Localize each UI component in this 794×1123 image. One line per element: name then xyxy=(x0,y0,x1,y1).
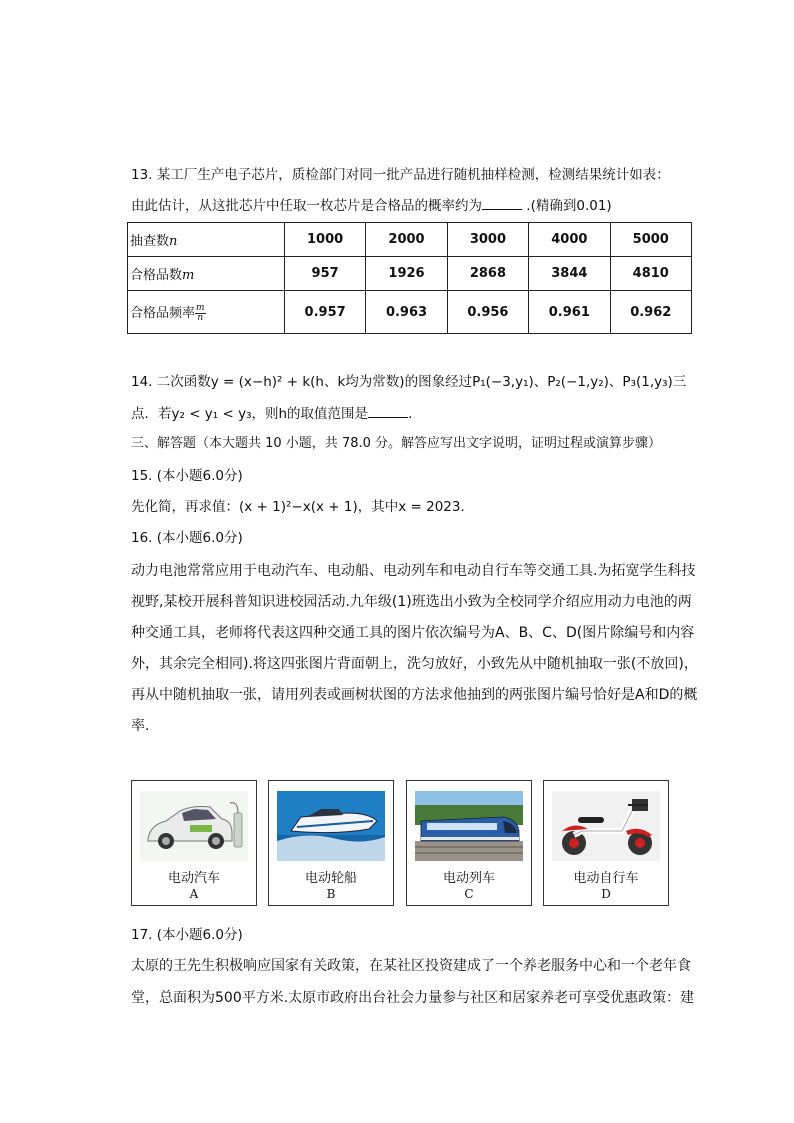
answer-blank xyxy=(482,197,522,210)
table-cell: 2000 xyxy=(366,223,447,257)
q16-paragraph-line: 动力电池常常应用于电动汽车、电动船、电动列车和电动自行车等交通工具.为拓宽学生科技 xyxy=(131,563,696,579)
electric-train-icon xyxy=(415,791,523,861)
answer-blank xyxy=(368,405,408,418)
card-caption: 电动轮船 xyxy=(304,871,357,886)
row-header: 抽查数n xyxy=(128,223,285,257)
table-cell: 0.957 xyxy=(284,291,365,334)
q16-paragraph-line: 视野,某校开展科普知识进校园活动.九年级(1)班选出小致为全校同学介绍应用动力电池的两 xyxy=(131,594,692,610)
table-cell: 5000 xyxy=(610,223,691,257)
q15-body: 先化简，再求值：(x + 1)²−x(x + 1)，其中x = 2023． xyxy=(131,499,474,515)
card-caption: 电动自行车 xyxy=(573,871,639,886)
q13-line2-text: 由此估计，从这批芯片中任取一枚芯片是合格品的概率约为 xyxy=(131,198,482,214)
electric-bicycle-icon xyxy=(552,791,660,861)
table-cell: 4810 xyxy=(610,257,691,291)
table-cell: 1926 xyxy=(366,257,447,291)
picture-card-d xyxy=(543,780,669,906)
q16-paragraph-line: 率． xyxy=(131,718,159,734)
picture-card-a xyxy=(131,780,257,906)
q14-line1: 14. 二次函数y = (x−h)² + k(h、k均为常数)的图象经过P₁(−3,y₁)、P₂(−1,y₂)、P₃(1,y₃)三 xyxy=(131,374,687,390)
table-cell: 0.963 xyxy=(366,291,447,334)
table-cell: 3000 xyxy=(447,223,528,257)
table-cell: 1000 xyxy=(284,223,365,257)
q14-line2-text: 点．若y₂ < y₁ < y₃，则h的取值范围是 xyxy=(131,406,369,422)
electric-boat-icon xyxy=(277,791,385,861)
q15-head: 15. (本小题6.0分) xyxy=(131,468,243,484)
section-heading: 三、解答题（本大题共 10 小题，共 78.0 分。解答应写出文字说明，证明过程或演算步骤） xyxy=(131,436,662,451)
q17-paragraph-line: 堂，总面积为500平方米.太原市政府出台社会力量参与社区和居家养老可享受优惠政策：建 xyxy=(131,990,695,1006)
q16-paragraph-line: 外，其余完全相同).将这四张图片背面朝上，洗匀放好，小致先从中随机抽取一张(不放回)， xyxy=(131,656,698,672)
table-row xyxy=(128,291,692,334)
table-row xyxy=(128,223,692,257)
q16-head: 16. (本小题6.0分) xyxy=(131,530,243,546)
q13-line2 xyxy=(131,196,612,216)
table-cell: 2868 xyxy=(447,257,528,291)
card-letter: D xyxy=(601,887,611,901)
fraction-m-over-n: $\frac{m}{n}$ xyxy=(196,302,205,323)
table-cell: 957 xyxy=(284,257,365,291)
card-caption: 电动列车 xyxy=(442,871,495,886)
row-header: 合格品频率 $\frac{m}{n}$ xyxy=(128,291,285,334)
row-header: 合格品数m xyxy=(128,257,285,291)
table-cell: 0.961 xyxy=(529,291,610,334)
picture-card-c xyxy=(406,780,532,906)
q13-line1: 13. 某工厂生产电子芯片，质检部门对同一批产品进行随机抽样检测，检测结果统计如表： xyxy=(131,167,670,183)
sampling-results-table xyxy=(127,222,692,334)
q14-line2 xyxy=(131,404,422,424)
q17-paragraph-line: 太原的王先生积极响应国家有关政策，在某社区投资建成了一个养老服务中心和一个老年食 xyxy=(131,958,691,974)
card-letter: A xyxy=(189,887,199,901)
card-caption: 电动汽车 xyxy=(167,871,220,886)
card-letter: B xyxy=(326,887,336,901)
card-letter: C xyxy=(464,887,474,901)
q14-line2-suffix: ． xyxy=(408,406,422,422)
q13-line2-suffix: .(精确到0.01) xyxy=(522,198,612,214)
table-cell: 0.962 xyxy=(610,291,691,334)
q16-paragraph-line: 再从中随机抽取一张，请用列表或画树状图的方法求他抽到的两张图片编号恰好是A和D的概 xyxy=(131,687,698,703)
q16-paragraph-line: 种交通工具，老师将代表这四种交通工具的图片依次编号为A、B、C、D(图片除编号和内容 xyxy=(131,625,695,641)
picture-card-b xyxy=(268,780,394,906)
table-cell: 3844 xyxy=(529,257,610,291)
table-cell: 0.956 xyxy=(447,291,528,334)
table-row xyxy=(128,257,692,291)
q17-head: 17. (本小题6.0分) xyxy=(131,927,243,943)
table-cell: 4000 xyxy=(529,223,610,257)
electric-car-icon xyxy=(140,791,248,861)
